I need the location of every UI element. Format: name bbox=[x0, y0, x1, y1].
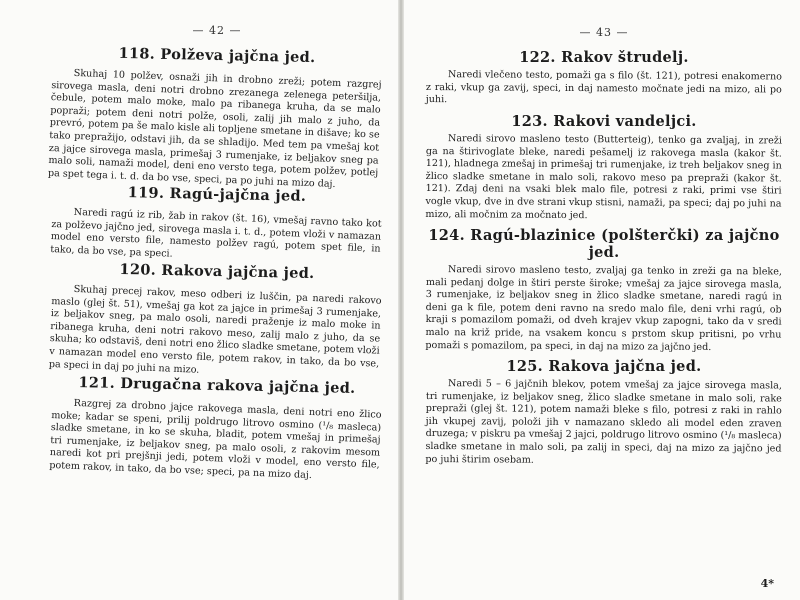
recipe-title: 120. Rakova jajčna jed. bbox=[119, 260, 315, 282]
recipe-title: 122. Rakov štrudelj. bbox=[519, 49, 689, 66]
recipe-body: Naredi sirovo masleno testo, zvaljaj ga tenko in zreži ga na bleke, mali pedanj dolge in štiri perste široke; vmešaj za jajce sirovega masla, 3 rumenjake, iz beljakov sneg in žlico sladke smetane, naredi ragú in deni ga k file, potem deni ravno na sredo malo file, deni vrhi ragú, ob kraji s pomazilom pomaži, od dveh krajev vkup zapogni, tako da v sredi malo na križ pride, na vsakem koncu s prstom skup pritisni, po vrhu pomaži s pomazilom, pa speci, in daj na mizo za jajčno jed. bbox=[425, 264, 782, 353]
recipe-124 bbox=[426, 227, 782, 352]
printer-signature-mark: 4* bbox=[760, 577, 774, 590]
recipe-121 bbox=[49, 373, 382, 481]
recipe-119 bbox=[50, 184, 382, 260]
recipe-title: 119. Ragú-jajčna jed. bbox=[127, 184, 307, 206]
recipe-120 bbox=[48, 260, 382, 375]
recipe-body: Skuhaj 10 polžev, osnaži jih in drobno zreži; potem razgrej sirovega masla, deni notri drobno zrezanega zelenega peteršilja, čebule, potem malo moke, malo pa ribanega kruha, da se malo popraži; potem deni notri polže, osoli, zalij jih malo z juho, da prevró, potem pa še malo kisle ali topljene smetane in dišave; ko se tako prepražijo, odstavi jih, da se shladijo. Med tem pa vmešaj kot za jajce sirovega masla, primešaj 3 rumenjake, iz beljakov sneg pa malo soli, namaži model, deni eno versto tega, potem polžev, potlej pa spet tega i. t. d. da bo vse, speci, pa po juhi na mizo daj. bbox=[47, 67, 382, 190]
recipe-title: 121. Drugačna rakova jajčna jed. bbox=[78, 373, 356, 397]
recipe-title: 123. Rakovi vandeljci. bbox=[511, 112, 697, 130]
recipe-title: 118. Polževa jajčna jed. bbox=[118, 44, 316, 67]
recipe-125 bbox=[426, 358, 782, 466]
page-number-right: — 43 — bbox=[579, 26, 629, 39]
recipe-title: 125. Rakova jajčna jed. bbox=[506, 358, 702, 376]
recipe-118 bbox=[47, 44, 382, 190]
recipe-body: Naredi ragú iz rib, žab in rakov (št. 16), vmešaj ravno tako kot za polževo jajčno jed, sirovega masla i. t. d., potem vloži v namazan model eno versto file, namesto polžev ragú, potem spet file, in tako, da bo vse, pa speci. bbox=[50, 207, 382, 260]
recipe-body: Razgrej za drobno jajce rakovega masla, deni notri eno žlico moke; kadar se speni, prilij poldrugo litrovo osmino (¹/₈ masleca) sladke smetane, in ko se skuha, bladit, potem vmešaj in primešaj tri rumenjake, iz beljakov sneg, pa malo osoli, z rakovim mesom naredi kot pri prejšnji jedi, potem vloži v model, eno versto file, potem rakov, in tako, da bo vse; speci, pa na mizo daj. bbox=[49, 397, 382, 481]
recipe-body: Skuhaj precej rakov, meso odberi iz luščin, pa naredi rakovo maslo (glej št. 51), vmešaj ga kot za jajce in primešaj 3 rumenjake, iz beljakov sneg, pa malo osoli, naredi praženje iz malo moke in ribanega kruha, deni notri rakovo meso, zalij malo z juho, da se skuha; ko odstaviš, deni notri eno žlico sladke smetane, potem vloži v namazan model eno versto file, potem rakov, in tako, da bo vse, pa speci in daj po juhi na mizo. bbox=[48, 283, 382, 375]
recipe-123 bbox=[426, 113, 782, 221]
recipe-body: Naredi vlečeno testo, pomaži ga s filo (št. 121), potresi enakomerno z raki, vkup ga zavij, speci, in daj namesto močnate jedi na mizo, ali po juhi. bbox=[425, 69, 782, 106]
right-page bbox=[404, 0, 800, 600]
page-number-left: — 42 — bbox=[192, 24, 242, 37]
recipe-122 bbox=[426, 49, 782, 107]
recipe-body: Naredi 5 – 6 jajčnih blekov, potem vmešaj za jajce sirovega masla, tri rumenjake, iz beljakov sneg, žlico sladke smetane in malo soli, rake prepraži (glej št. 121), potem namaži bleke s filo, potresi z raki in rahlo jih vkupej zavij, položi jih v namazano skledo ali model eden zraven druzega; v piskru pa vmešaj 2 jajci, poldrugo litrovo osmino (¹/₈ masleca) sladke smetane in malo soli, pa zalij in speci, daj na mizo za jajčno jed po juhi štirim osebam. bbox=[425, 378, 782, 466]
recipe-title: 124. Ragú-blazinice (polšterčki) za jajčno jed. bbox=[428, 226, 780, 261]
recipe-body: Naredi sirovo masleno testo (Butterteig), tenko ga zvaljaj, in zreži ga na štirivoglate bleke, naredi pešamelj iz rakovega masla (kakor št. 121), hladnega zmešaj in primešaj tri rumenjake, iz treh beljakov sneg in žlico sladke smetane in malo soli, rakovo meso pa prepraži (kakor št. 121). Zdaj deni na vsaki blek malo file, potresi z raki, primi vse štiri vogle vkup, dve in dve strani vkup stisni, namaži, pa speci; daj po juhi na mizo, ali močnim za močnato jed. bbox=[425, 132, 782, 221]
